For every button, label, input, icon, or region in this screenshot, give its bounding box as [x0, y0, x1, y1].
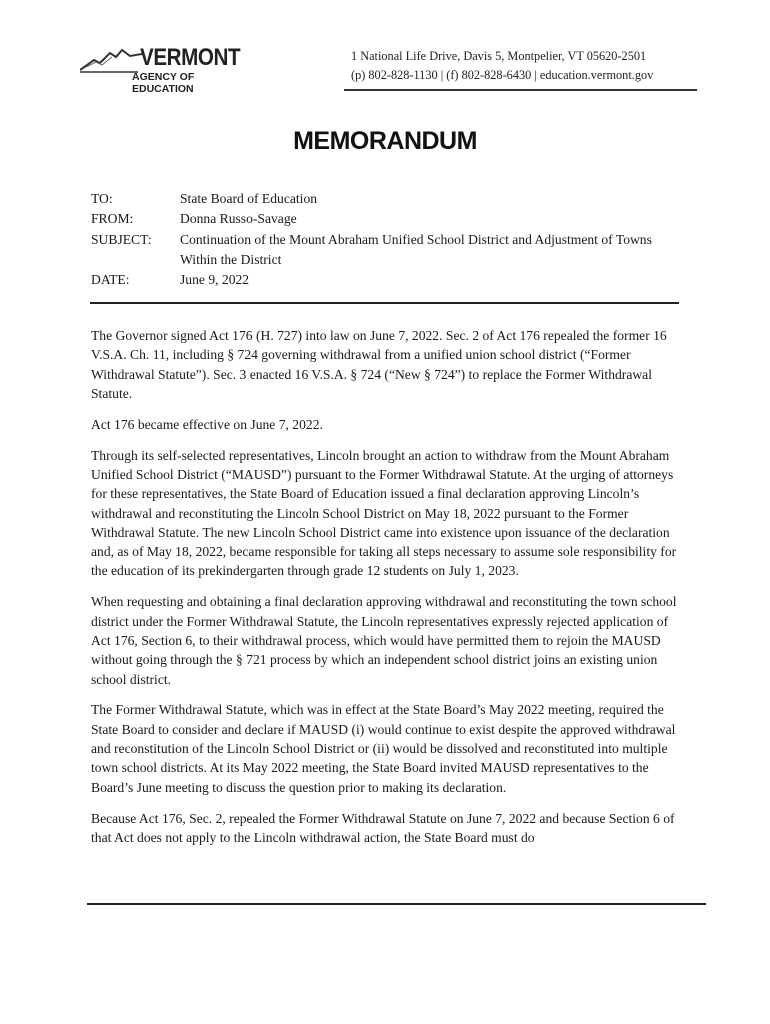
- to-label: TO:: [91, 191, 113, 206]
- from-label: FROM:: [91, 211, 134, 227]
- subject-value: Continuation of the Mount Abraham Unified School District and Adjustment of Towns Within the District: [180, 231, 652, 267]
- page-bottom-divider: [87, 903, 706, 905]
- contact-block: [351, 47, 653, 85]
- address-line: 1 National Life Drive, Davis 5, Montpelier, VT 05620-2501: [351, 49, 647, 63]
- date-label: DATE:: [91, 272, 130, 288]
- paragraph: When requesting and obtaining a final declaration approving withdrawal and reconstituting the town school district under the Former Withdrawal Statute, the Lincoln representatives expressly rejected application of Act 176, Section 6, to their withdrawal process, which would have permitted them to rejoin the MAUSD without going through the § 721 process by which an independent school district joins an existing union school district.: [91, 594, 677, 687]
- memo-body: [91, 326, 686, 859]
- paragraph: The Governor signed Act 176 (H. 727) into law on June 7, 2022. Sec. 2 of Act 176 repealed the former 16 V.S.A. Ch. 11, including § 724 governing withdrawal from a unified union school district (“Former Withdrawal Statute”). Sec. 3 enacted 16 V.S.A. § 724 (“New § 724”) to replace the Former Withdrawal Statute.: [91, 328, 667, 401]
- mountain-logo-icon: [80, 44, 142, 74]
- logo-wordmark: VERMONT: [140, 44, 241, 71]
- logo-agency-name: AGENCY OF EDUCATION: [132, 71, 195, 95]
- to-row: [91, 189, 680, 209]
- date-value: June 9, 2022: [180, 272, 250, 288]
- memo-meta: [91, 189, 680, 290]
- phone-line: (p) 802-828-1130 | (f) 802-828-6430 | education.vermont.gov: [351, 68, 654, 82]
- from-row: [91, 209, 680, 229]
- from-value: Donna Russo-Savage: [180, 211, 297, 227]
- subject-label: SUBJECT:: [91, 231, 152, 247]
- paragraph: Because Act 176, Sec. 2, repealed the Former Withdrawal Statute on June 7, 2022 and because Section 6 of that Act does not apply to the Lincoln withdrawal action, the State Board must do: [91, 810, 675, 845]
- paragraph: Through its self-selected representatives, Lincoln brought an action to withdraw from the Mount Abraham Unified School District (“MAUSD”) pursuant to the Former Withdrawal Statute. At the urging of attorneys for these representatives, the State Board of Education issued a final declaration approving Lincoln’s withdrawal and reconstituting the Lincoln School District on May 18, 2022 pursuant to the Former Withdrawal Statute. The new Lincoln School District came into existence upon issuance of the declaration and, as of May 18, 2022, became responsible for taking all steps necessary to assume sole responsibility for the education of its prekindergarten through grade 12 students on July 1, 2023.: [91, 447, 677, 579]
- agency-logo: [80, 44, 245, 95]
- paragraph: The Former Withdrawal Statute, which was in effect at the State Board’s May 2022 meeting, required the State Board to consider and declare if MAUSD (i) would continue to exist despite the approved withdrawal and reconstitution of the Lincoln School District or (ii) would be dissolved and reconstituted into multiple town school districts. At its May 2022 meeting, the State Board invited MAUSD representatives to the Board’s June meeting to discuss the question prior to making its declaration.: [91, 702, 676, 795]
- meta-divider: [90, 302, 679, 304]
- paragraph: Act 176 became effective on June 7, 2022.: [91, 416, 323, 432]
- header-divider: [344, 89, 697, 91]
- subject-row: [91, 230, 680, 271]
- date-row: [91, 270, 680, 290]
- to-value: State Board of Education: [180, 191, 318, 206]
- memo-title: MEMORANDUM: [293, 127, 477, 155]
